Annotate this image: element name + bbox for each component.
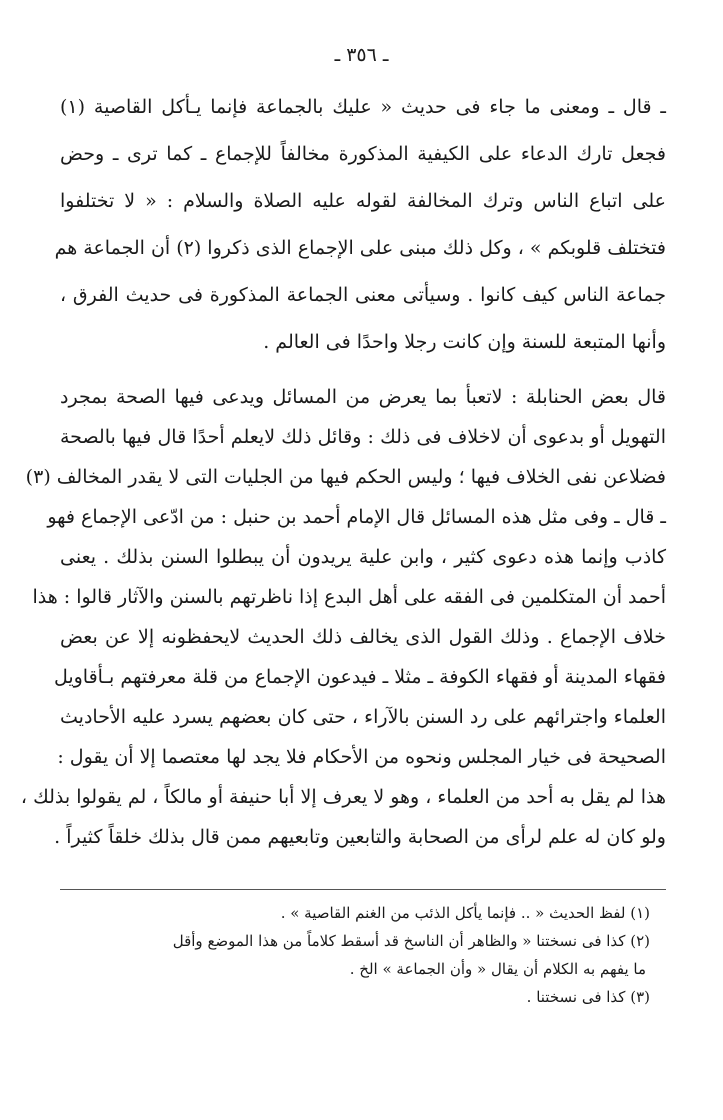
text-line: كاذب وإنما هذه دعوى كثير ، وابن علية يريدون أن يبطلوا السنن بذلك . يعنى (60, 546, 666, 568)
text-line: ـ قال ـ وفى مثل هذه المسائل قال الإمام أحمد بن حنبل : من ادّعى الإجماع فهو (47, 506, 666, 528)
page-number: ـ ٣٥٦ ـ (334, 44, 389, 66)
text-line: جماعة الناس كيف كانوا . وسيأتى معنى الجماعة المذكورة فى حديث الفرق ، (60, 284, 666, 306)
text-line: أحمد أن المتكلمين فى الفقه على أهل البدع إذا ناظرتهم بالسنن والآثار قالوا : هذا (32, 586, 666, 608)
text-line: فجعل تارك الدعاء على الكيفية المذكورة مخالفاً للإجماع ـ كما ترى ـ وحض (60, 143, 666, 165)
footnote-1: (١) لفظ الحديث « .. فإنما يأكل الذئب من الغنم القاصية » . (280, 904, 650, 922)
text-line: فضلاعن نفى الخلاف فيها ؛ وليس الحكم فيها من الجليات التى لا يقدر المخالف (٣) (25, 466, 666, 488)
text-line: فتختلف قلوبكم » ، وكل ذلك مبنى على الإجماع الذى ذكروا (٢) أن الجماعة هم (54, 237, 666, 259)
footnote-3: (٣) كذا فى نسختنا . (526, 988, 650, 1006)
footnote-2-continued: ما يفهم به الكلام أن يقال « وأن الجماعة » الخ . (349, 960, 646, 978)
footnote-separator (60, 889, 666, 890)
text-line: العلماء واجترائهم على رد السنن بالآراء ، حتى كان بعضهم يسرد عليه الأحاديث (60, 706, 666, 728)
text-line: خلاف الإجماع . وذلك القول الذى يخالف ذلك الحديث لايحفظونه إلا عن بعض (60, 626, 666, 648)
text-line: فقهاء المدينة أو فقهاء الكوفة ـ مثلا ـ فيدعون الإجماع من قلة معرفتهم بـأقاويل (53, 666, 666, 688)
text-line: ولو كان له علم لرأى من الصحابة والتابعين وتابعيهم ممن قال بذلك خلقاً كثيراً . (54, 826, 666, 848)
text-line: الصحيحة فى خيار المجلس ونحوه من الأحكام فلا يجد لها معتصما إلا أن يقول : (57, 746, 666, 768)
text-line: هذا لم يقل به أحد من العلماء ، وهو لا يعرف إلا أبا حنيفة أو مالكاً ، لم يقولوا بذلك ، (20, 786, 666, 808)
text-line: على اتباع الناس وترك المخالفة لقوله عليه الصلاة والسلام : « لا تختلفوا (60, 190, 666, 212)
text-line: وأنها المتبعة للسنة وإن كانت رجلا واحدًا فى العالم . (263, 331, 666, 353)
text-line: التهويل أو بدعوى أن لاخلاف فى ذلك : وقائل ذلك لايعلم أحدًا قال فيها بالصحة (60, 426, 666, 448)
footnote-2: (٢) كذا فى نسختنا « والظاهر أن الناسخ قد أسقط كلاماً من هذا الموضع وأقل (172, 932, 650, 950)
text-line: ـ قال ـ ومعنى ما جاء فى حديث « عليك بالجماعة فإنما يـأكل القاصية (١) (60, 96, 666, 118)
text-line: قال بعض الحنابلة : لاتعبأ بما يعرض من المسائل ويدعى فيها الصحة بمجرد (60, 386, 666, 408)
